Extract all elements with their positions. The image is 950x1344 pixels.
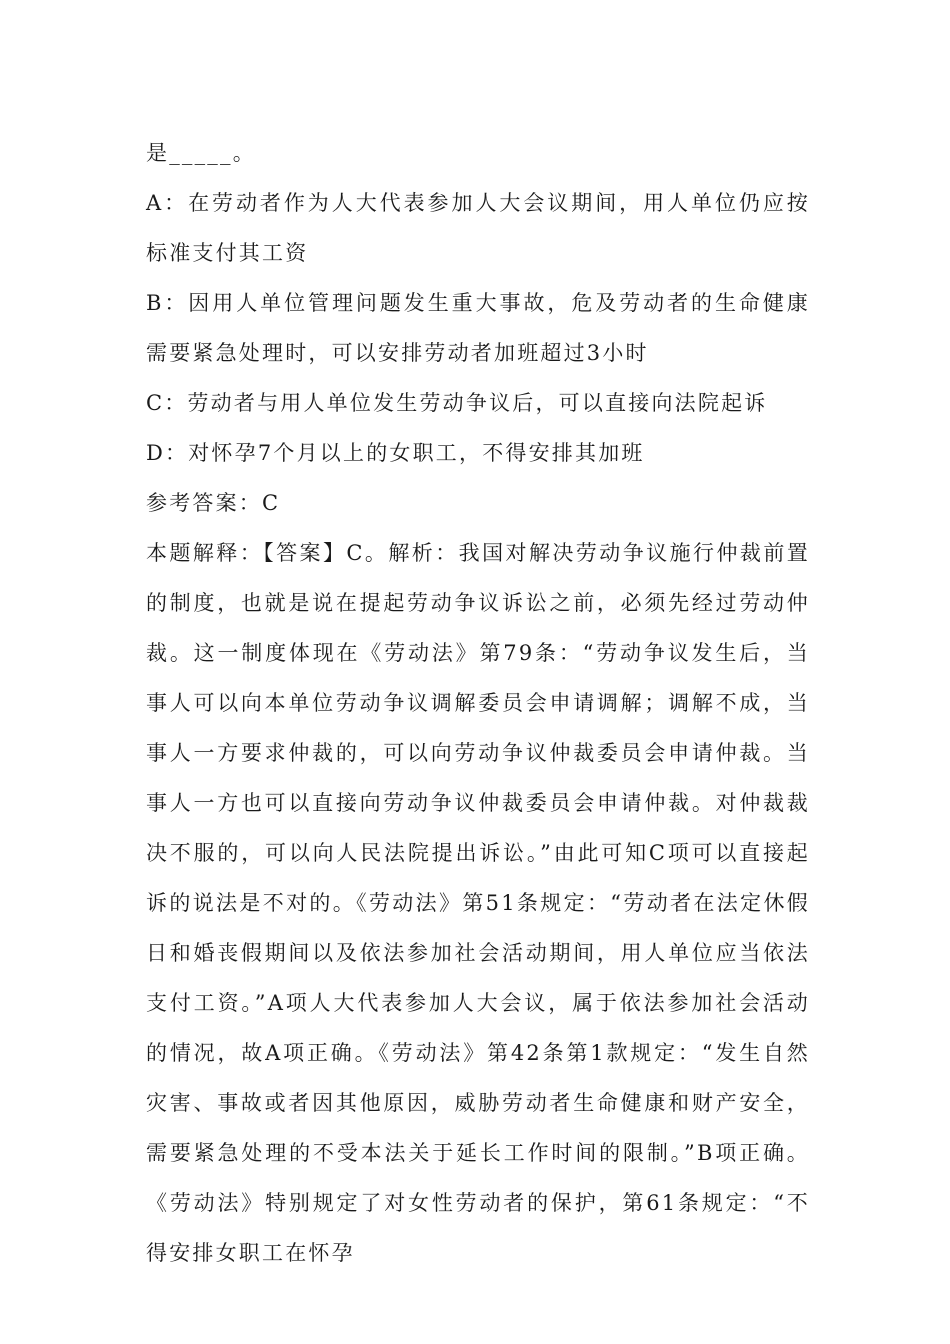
reference-answer: 参考答案：C [146,491,281,515]
option-b: B：因用人单位管理问题发生重大事故，危及劳动者的生命健康需要紧急处理时，可以安排劳动者加班超过3小时 [146,291,810,365]
question-content [146,128,810,1278]
explanation: 本题解释：【答案】C。解析：我国对解决劳动争议施行仲裁前置的制度，也就是说在提起劳动争议诉讼之前，必须先经过劳动仲裁。这一制度体现在《劳动法》第79条：“劳动争议发生后，当事人可以向本单位劳动争议调解委员会申请调解；调解不成，当事人一方要求仲裁的，可以向劳动争议仲裁委员会申请仲裁。当事人一方也可以直接向劳动争议仲裁委员会申请仲裁。对仲裁裁决不服的，可以向人民法院提出诉讼。”由此可知C项可以直接起诉的说法是不对的。《劳动法》第51条规定：“劳动者在法定休假日和婚丧假期间以及依法参加社会活动期间，用人单位应当依法支付工资。”A项人大代表参加人大会议，属于依法参加社会活动的情况，故A项正确。《劳动法》第42条第1款规定：“发生自然灾害、事故或者因其他原因，威胁劳动者生命健康和财产安全，需要紧急处理的不受本法关于延长工作时间的限制。”B项正确。《劳动法》特别规定了对女性劳动者的保护，第61条规定：“不得安排女职工在怀孕 [146,541,810,1265]
option-c: C：劳动者与用人单位发生劳动争议后，可以直接向法院起诉 [146,391,768,415]
question-stem-tail: 是_____。 [146,141,256,165]
option-a: A：在劳动者作为人大代表参加人大会议期间，用人单位仍应按标准支付其工资 [146,191,810,265]
option-d: D：对怀孕7个月以上的女职工，不得安排其加班 [146,441,645,465]
